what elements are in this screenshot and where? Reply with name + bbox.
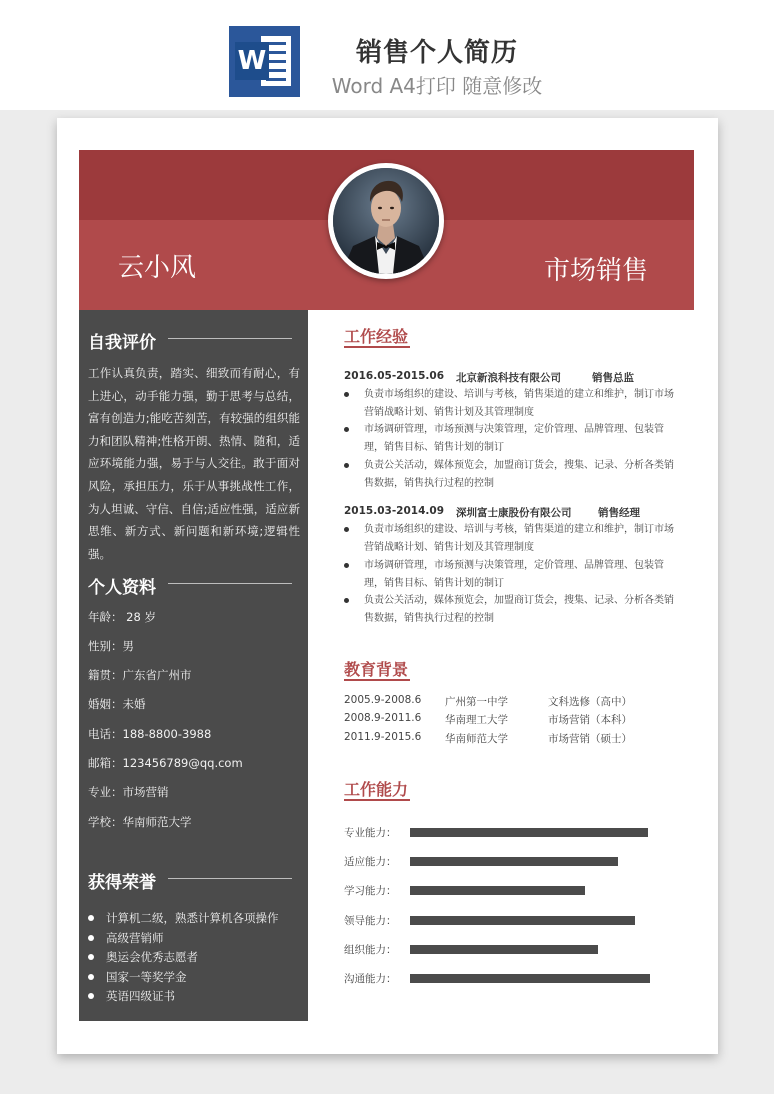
self-evaluation-heading: 自我评价 <box>88 333 156 353</box>
skill-label: 沟通能力： <box>344 973 397 985</box>
avatar-photo <box>333 168 439 274</box>
experience-underline <box>344 346 410 348</box>
job-duty: 负责市场组织的建设、培训与考核，销售渠道的建立和维护，制订市场营销战略计划、销售计划及其管理制度 <box>344 386 676 421</box>
info-email: 邮箱：123456789@qq.com <box>88 756 243 770</box>
skill-level-bar <box>410 916 635 925</box>
info-gender: 性别：男 <box>88 639 134 653</box>
bullet-icon <box>344 392 349 397</box>
bullet-icon <box>344 527 349 532</box>
skill-label: 专业能力： <box>344 827 397 839</box>
skill-level-bar <box>410 828 648 837</box>
skill-label: 领导能力： <box>344 914 397 927</box>
job-period: 2015.03-2014.09 <box>344 505 445 517</box>
bullet-icon <box>344 463 349 468</box>
candidate-name: 云小风 <box>118 253 197 283</box>
skill-label: 组织能力： <box>344 943 397 956</box>
personal-info-heading: 个人资料 <box>88 578 156 598</box>
bullet-icon <box>344 598 349 603</box>
self-evaluation-text: 工作认真负责，踏实、细致而有耐心，有上进心，动手能力强，勤于思考与总结，富有创造力;能吃苦刻苦，有较强的组织能力和团队精神;性格开朗、热情、随和，适应环境能力强，易于与人交往。敢于面对风险，承担压力，乐于从事挑战性工作，为人坦诚、守信、自信;适应性强，适应新思维、新方式、新问题和新环境;逻辑性强。 <box>88 366 300 561</box>
honor-item: 英语四级证书 <box>88 988 175 1004</box>
education-underline <box>344 679 410 681</box>
skill-bar-track <box>410 886 660 895</box>
skill-bar-track <box>410 974 660 983</box>
skill-level-bar <box>410 945 598 954</box>
skill-level-bar <box>410 974 650 983</box>
skill-level-bar <box>410 857 618 866</box>
job-period: 2016.05-2015.06 <box>344 370 445 382</box>
bullet-icon <box>88 915 94 921</box>
job-duty: 市场调研管理，市场预测与决策管理，定价管理、品牌管理、包装管理，销售目标、销售计划的制订 <box>344 557 676 592</box>
info-phone: 电话：188-8800-3988 <box>88 727 212 741</box>
job-duty: 负责公关活动，媒体预览会，加盟商订货会，搜集、记录、分析各类销售数据，销售执行过程的控制 <box>344 457 676 492</box>
skill-bar-track <box>410 857 660 866</box>
skill-level-bar <box>410 886 585 895</box>
honor-item: 计算机二级，熟悉计算机各项操作 <box>88 910 279 926</box>
info-major: 专业：市场营销 <box>88 785 169 799</box>
word-letter: W <box>235 42 269 80</box>
job-duty: 负责市场组织的建设、培训与考核，销售渠道的建立和维护，制订市场营销战略计划、销售计划及其管理制度 <box>344 521 676 556</box>
bullet-icon <box>344 427 349 432</box>
experience-heading: 工作经验 <box>344 327 409 346</box>
skill-label: 学习能力： <box>344 885 397 898</box>
job-position: 销售经理 <box>598 507 640 519</box>
education-heading: 教育背景 <box>344 660 409 679</box>
info-school: 学校：华南师范大学 <box>88 815 192 829</box>
skill-bar-track <box>410 828 660 837</box>
bullet-icon <box>88 935 94 941</box>
banner-title: 销售个人简历 <box>355 38 518 68</box>
bullet-icon <box>88 993 94 999</box>
job-company: 深圳富士康股份有限公司 <box>456 507 572 519</box>
skill-bar-track <box>410 916 660 925</box>
honor-item: 高级营销师 <box>88 930 164 946</box>
honors-divider <box>168 878 292 879</box>
skill-label: 适应能力： <box>344 856 397 869</box>
bullet-icon <box>88 974 94 980</box>
skills-underline <box>344 799 410 801</box>
candidate-job-title: 市场销售 <box>544 256 649 286</box>
banner <box>0 0 774 110</box>
self-evaluation-divider <box>168 338 292 339</box>
job-duty: 市场调研管理，市场预测与决策管理，定价管理、品牌管理、包装管理，销售目标、销售计划的制订 <box>344 421 676 456</box>
info-hometown: 籍贯：广东省广州市 <box>88 668 192 682</box>
honors-heading: 获得荣誉 <box>88 873 156 893</box>
bullet-icon <box>88 954 94 960</box>
info-marital: 婚姻：未婚 <box>88 697 146 711</box>
personal-info-divider <box>168 583 292 584</box>
skill-bar-track <box>410 945 660 954</box>
avatar <box>328 163 444 279</box>
info-age: 年龄： 28 岁 <box>88 610 156 624</box>
skills-heading: 工作能力 <box>344 780 409 799</box>
bullet-icon <box>344 563 349 568</box>
job-position: 销售总监 <box>592 372 634 384</box>
word-app-icon <box>229 26 300 97</box>
honor-item: 奥运会优秀志愿者 <box>88 949 198 965</box>
banner-subtitle: Word A4打印 随意修改 <box>331 74 543 98</box>
honor-item: 国家一等奖学金 <box>88 969 187 985</box>
job-duty: 负责公关活动，媒体预览会，加盟商订货会，搜集、记录、分析各类销售数据，销售执行过程的控制 <box>344 592 676 627</box>
job-company: 北京新浪科技有限公司 <box>456 372 561 384</box>
